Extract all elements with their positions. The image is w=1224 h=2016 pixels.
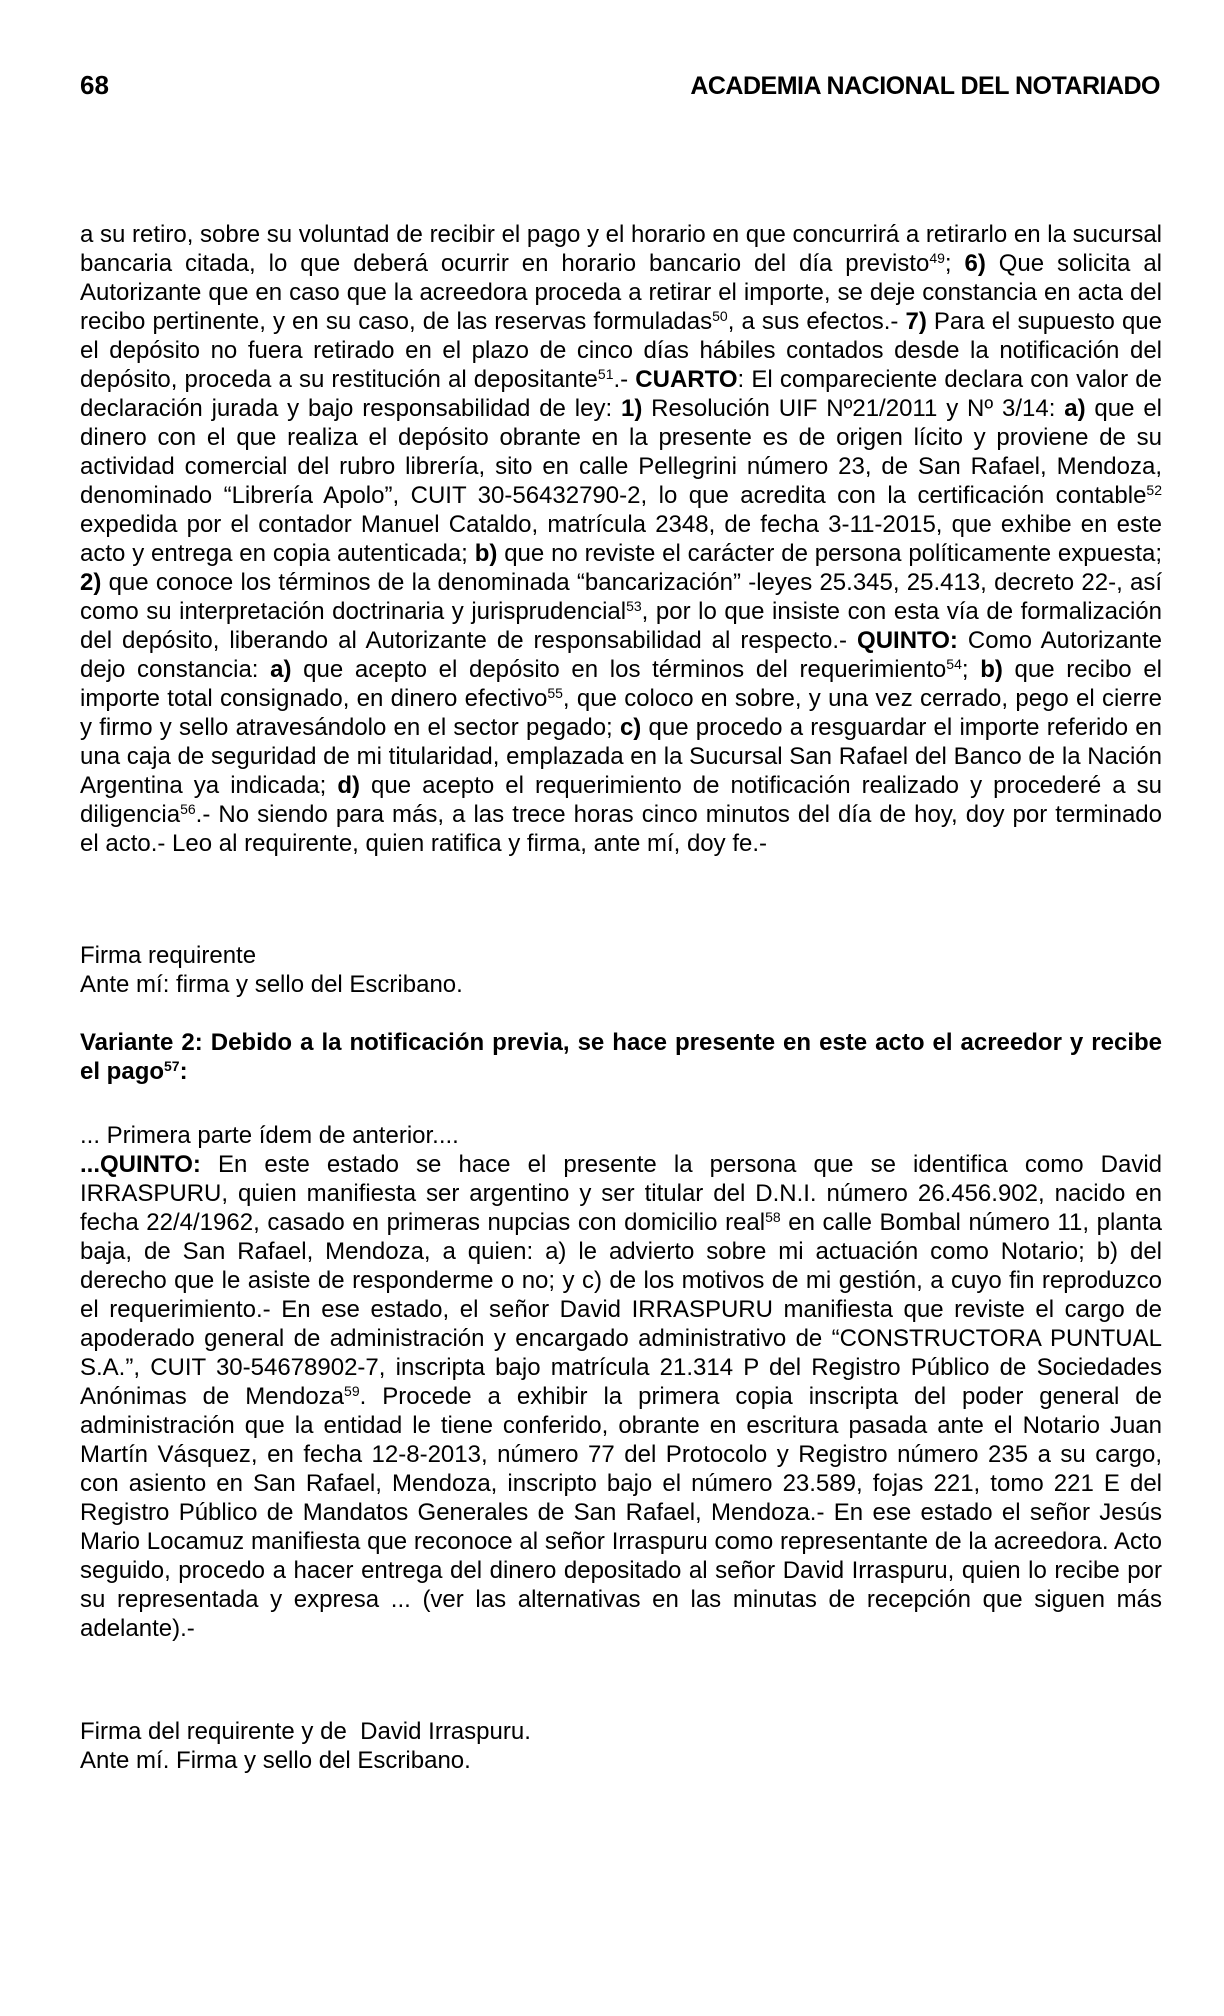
text-segment: que acepto el requerimiento de notificación realizado y procederé a su diligencia bbox=[80, 772, 1162, 828]
text-segment: que procedo a resguardar el importe referido en una caja de seguridad de mi titularidad, emplazada en la Sucursal San Rafael del Banco de la Nación Argentina ya indicada; bbox=[80, 714, 1162, 799]
running-title: ACADEMIA NACIONAL DEL NOTARIADO bbox=[690, 72, 1160, 100]
variante-2-heading bbox=[80, 1028, 1162, 1086]
text-segment: QUINTO: bbox=[857, 627, 958, 654]
text-segment: 1) bbox=[620, 395, 643, 422]
footnote-ref: 57 bbox=[164, 1058, 180, 1074]
footnote-ref: 50 bbox=[712, 308, 728, 324]
signature-block-1 bbox=[80, 941, 1162, 999]
text-segment: En este estado se hace el presente la persona que se identifica como David IRRASPURU, quien manifiesta ser argentino y ser titular del D.N.I. número 26.456.902, nacido en fecha 22/4/1962, casado en primeras nupcias con domicilio real bbox=[80, 1151, 1162, 1236]
text-segment: Variante 2: Debido a la notificación previa, se hace presente en este acto el acreedor y recibe el pago bbox=[80, 1029, 1162, 1085]
text-segment: , por lo que insiste con esta vía de formalización del depósito, liberando al Autorizante de responsabilidad al respecto.- bbox=[80, 598, 1162, 654]
text-segment: : El compareciente declara con valor de declaración jurada y bajo responsabilidad de ley: bbox=[80, 366, 1162, 422]
text-segment: Como Autorizante dejo constancia: bbox=[80, 627, 1162, 683]
text-segment: . Procede a exhibir la primera copia inscripta del poder general de administración que la entidad le tiene conferido, obrante en escritura pasada ante el Notario Juan Martín Vásquez, en fecha 12-8-2013, número 77 del Protocolo y Registro número 235 a su cargo, con asiento en San Rafael, Mendoza, inscripto bajo el número 23.589, fojas 221, tomo 221 E del Registro Público de Mandatos Generales de San Rafael, Mendoza.- En ese estado el señor Jesús Mario Locamuz manifiesta que reconoce al señor Irraspuru como representante de la acreedora. Acto seguido, procedo a hacer entrega del dinero depositado al señor David Irraspuru, quien lo recibe por su representada y expresa ... (ver las alternativas en las minutas de recepción que siguen más adelante).- bbox=[80, 1383, 1162, 1642]
text-segment: , que coloco en sobre, y una vez cerrado, pego el cierre y firmo y sello atravesándolo en el sector pegado; bbox=[80, 685, 1162, 741]
signature-line-escribano: Ante mí. Firma y sello del Escribano. bbox=[80, 1747, 471, 1774]
idem-note-line: ... Primera parte ídem de anterior.... bbox=[80, 1122, 459, 1149]
notarial-act-paragraph bbox=[80, 220, 1162, 858]
text-segment: 7) bbox=[905, 308, 927, 335]
page-header bbox=[80, 70, 1160, 101]
text-segment: b) bbox=[980, 656, 1003, 683]
text-segment: a) bbox=[1064, 395, 1086, 422]
quinto-variante-paragraph bbox=[80, 1150, 1162, 1643]
text-segment: 6) bbox=[964, 250, 986, 277]
text-segment: , a sus efectos.- bbox=[727, 308, 906, 335]
text-segment: Resolución UIF Nº21/2011 y Nº 3/14: bbox=[642, 395, 1065, 422]
text-segment: .- bbox=[613, 366, 636, 393]
page-number: 68 bbox=[80, 70, 109, 100]
text-segment: ; bbox=[944, 250, 965, 277]
footnote-ref: 56 bbox=[180, 801, 196, 817]
text-segment: que conoce los términos de la denominada “bancarización” -leyes 25.345, 25.413, decreto 22-, así como su interpretación doctrinaria y jurisprudencial bbox=[80, 569, 1162, 625]
signature-line-requirente: Firma requirente bbox=[80, 942, 257, 969]
footnote-ref: 54 bbox=[946, 656, 962, 672]
text-segment: 2) bbox=[80, 569, 102, 596]
variante-2-body bbox=[80, 1121, 1162, 1643]
text-segment: ...QUINTO: bbox=[80, 1151, 201, 1178]
text-segment: d) bbox=[337, 772, 360, 799]
text-segment: que acepto el depósito en los términos del requerimiento bbox=[291, 656, 947, 683]
text-segment: Para el supuesto que el depósito no fuera retirado en el plazo de cinco días hábiles contados desde la notificación del depósito, proceda a su restitución al depositante bbox=[80, 308, 1162, 393]
signature-block-2 bbox=[80, 1717, 1162, 1775]
footnote-ref: 58 bbox=[765, 1209, 781, 1225]
text-segment: c) bbox=[619, 714, 642, 741]
footnote-ref: 59 bbox=[344, 1383, 360, 1399]
footnote-ref: 55 bbox=[547, 685, 563, 701]
text-segment: que no reviste el carácter de persona políticamente expuesta; bbox=[497, 540, 1163, 567]
text-segment: b) bbox=[474, 540, 498, 567]
text-segment: : bbox=[179, 1058, 188, 1085]
text-segment: .- No siendo para más, a las trece horas cinco minutos del día de hoy, doy por terminado el acto.- Leo al requirente, quien ratifica y firma, ante mí, doy fe.- bbox=[80, 801, 1162, 857]
text-segment: en calle Bombal número 11, planta baja, de San Rafael, Mendoza, a quien: a) le advierto sobre mi actuación como Notario; b) del derecho que le asiste de responderme o no; y c) de los motivos de mi gestión, a cuyo fin reproduzco el requerimiento.- En ese estado, el señor David IRRASPURU manifiesta que reviste el cargo de apoderado general de administración y encargado administrativo de “CONSTRUCTORA PUNTUAL S.A.”, CUIT 30-54678902-7, inscripta bajo matrícula 21.314 P del Registro Público de Sociedades Anónimas de Mendoza bbox=[80, 1209, 1162, 1410]
text-segment: que recibo el importe total consignado, en dinero efectivo bbox=[80, 656, 1163, 712]
signature-line-escribano: Ante mí: firma y sello del Escribano. bbox=[80, 971, 463, 998]
text-segment: a) bbox=[270, 656, 292, 683]
text-segment: que el dinero con el que realiza el depósito obrante en la presente es de origen lícito y proviene de su actividad comercial del rubro librería, sito en calle Pellegrini número 23, de San Rafael, Mendoza, denominado “Librería Apolo”, CUIT 30-56432790-2, lo que acredita con la certificación contable bbox=[80, 395, 1163, 509]
footnote-ref: 51 bbox=[597, 366, 614, 382]
text-segment: ; bbox=[961, 656, 981, 683]
footnote-ref: 49 bbox=[929, 250, 945, 266]
text-segment: a su retiro, sobre su voluntad de recibir el pago y el horario en que concurrirá a retirarlo en la sucursal bancaria citada, lo que deberá ocurrir en horario bancario del día previsto bbox=[80, 221, 1162, 277]
text-segment: expedida por el contador Manuel Cataldo, matrícula 2348, de fecha 3-11-2015, que exhibe en este acto y entrega en copia autenticada; bbox=[80, 511, 1162, 567]
footnote-ref: 52 bbox=[1146, 482, 1162, 498]
text-segment: CUARTO bbox=[635, 366, 738, 393]
text-segment: Que solicita al Autorizante que en caso que la acreedora proceda a retirar el importe, se deje constancia en acta del recibo pertinente, y en su caso, de las reservas formuladas bbox=[80, 250, 1163, 335]
signature-line-requirente-irraspuru: Firma del requirente y de David Irraspuru. bbox=[80, 1718, 531, 1745]
footnote-ref: 53 bbox=[626, 598, 642, 614]
